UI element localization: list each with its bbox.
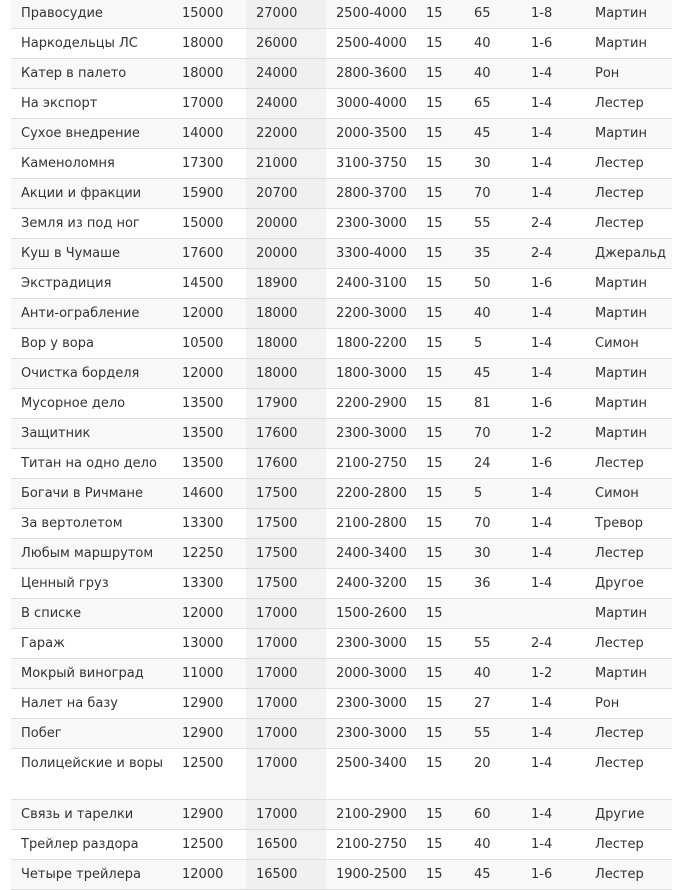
col-5-cell: 15 xyxy=(416,599,464,629)
min-payout-cell: 13300 xyxy=(172,509,246,539)
payout-range-cell: 2500-4000 xyxy=(326,29,416,59)
players-cell: 1-4 xyxy=(521,59,585,89)
min-payout-cell: 18000 xyxy=(172,29,246,59)
mission-name-cell: Ценный груз xyxy=(11,569,172,599)
min-payout-cell: 12900 xyxy=(172,800,246,830)
contact-cell: Лестер xyxy=(585,449,672,479)
max-payout-cell: 16500 xyxy=(246,860,326,890)
col-6-cell: 45 xyxy=(464,119,521,149)
min-payout-cell: 13300 xyxy=(172,569,246,599)
players-cell: 1-4 xyxy=(521,479,585,509)
players-cell: 1-4 xyxy=(521,539,585,569)
contact-cell: Лестер xyxy=(585,149,672,179)
col-5-cell: 15 xyxy=(416,629,464,659)
col-5-cell: 15 xyxy=(416,749,464,800)
col-6-cell: 40 xyxy=(464,59,521,89)
col-5-cell: 15 xyxy=(416,329,464,359)
max-payout-cell: 17500 xyxy=(246,569,326,599)
table-row xyxy=(11,209,672,239)
col-6-cell: 24 xyxy=(464,449,521,479)
payout-range-cell: 2800-3700 xyxy=(326,179,416,209)
max-payout-cell: 17900 xyxy=(246,389,326,419)
col-6-cell: 45 xyxy=(464,860,521,890)
contact-cell: Рон xyxy=(585,689,672,719)
table-row xyxy=(11,89,672,119)
max-payout-cell: 17000 xyxy=(246,689,326,719)
contact-cell: Симон xyxy=(585,329,672,359)
table-row xyxy=(11,239,672,269)
table-body xyxy=(11,0,672,890)
col-6-cell: 5 xyxy=(464,479,521,509)
players-cell: 1-4 xyxy=(521,329,585,359)
players-cell: 1-4 xyxy=(521,719,585,749)
table-row xyxy=(11,59,672,89)
min-payout-cell: 18000 xyxy=(172,59,246,89)
min-payout-cell: 10500 xyxy=(172,329,246,359)
mission-name-cell: Куш в Чумаше xyxy=(11,239,172,269)
contact-cell: Мартин xyxy=(585,389,672,419)
table-row xyxy=(11,269,672,299)
max-payout-cell: 18000 xyxy=(246,359,326,389)
max-payout-cell: 17000 xyxy=(246,749,326,800)
mission-name-cell: Гараж xyxy=(11,629,172,659)
max-payout-cell: 20700 xyxy=(246,179,326,209)
contact-cell: Лестер xyxy=(585,749,672,800)
max-payout-cell: 17000 xyxy=(246,599,326,629)
payout-range-cell: 2400-3400 xyxy=(326,539,416,569)
col-6-cell: 36 xyxy=(464,569,521,599)
table-row xyxy=(11,119,672,149)
max-payout-cell: 17500 xyxy=(246,539,326,569)
payout-range-cell: 3000-4000 xyxy=(326,89,416,119)
col-5-cell: 15 xyxy=(416,659,464,689)
col-5-cell: 15 xyxy=(416,119,464,149)
contact-cell: Лестер xyxy=(585,719,672,749)
payout-range-cell: 2800-3600 xyxy=(326,59,416,89)
players-cell: 1-4 xyxy=(521,299,585,329)
mission-name-cell: Экстрадиция xyxy=(11,269,172,299)
contact-cell: Другое xyxy=(585,569,672,599)
col-6-cell: 50 xyxy=(464,269,521,299)
max-payout-cell: 16500 xyxy=(246,830,326,860)
min-payout-cell: 14000 xyxy=(172,119,246,149)
payout-range-cell: 2400-3100 xyxy=(326,269,416,299)
col-5-cell: 15 xyxy=(416,179,464,209)
col-6-cell: 30 xyxy=(464,149,521,179)
col-5-cell: 15 xyxy=(416,29,464,59)
col-5-cell: 15 xyxy=(416,830,464,860)
mission-name-cell: Сухое внедрение xyxy=(11,119,172,149)
mission-name-cell: Акции и фракции xyxy=(11,179,172,209)
col-5-cell: 15 xyxy=(416,509,464,539)
min-payout-cell: 12500 xyxy=(172,830,246,860)
mission-name-cell: Мокрый виноград xyxy=(11,659,172,689)
table-row xyxy=(11,299,672,329)
payout-range-cell: 2500-3400 xyxy=(326,749,416,800)
col-5-cell: 15 xyxy=(416,479,464,509)
payout-range-cell: 2000-3000 xyxy=(326,659,416,689)
players-cell: 1-4 xyxy=(521,179,585,209)
col-6-cell: 5 xyxy=(464,329,521,359)
payout-range-cell: 2100-2750 xyxy=(326,449,416,479)
payout-range-cell: 2000-3500 xyxy=(326,119,416,149)
mission-name-cell: Четыре трейлера xyxy=(11,860,172,890)
table-row xyxy=(11,860,672,890)
col-5-cell: 15 xyxy=(416,149,464,179)
players-cell: 1-4 xyxy=(521,149,585,179)
mission-name-cell: Каменоломня xyxy=(11,149,172,179)
payout-range-cell: 1500-2600 xyxy=(326,599,416,629)
players-cell: 1-4 xyxy=(521,89,585,119)
min-payout-cell: 12000 xyxy=(172,599,246,629)
contact-cell: Мартин xyxy=(585,269,672,299)
max-payout-cell: 18000 xyxy=(246,329,326,359)
max-payout-cell: 27000 xyxy=(246,0,326,29)
contact-cell: Лестер xyxy=(585,89,672,119)
table-row xyxy=(11,329,672,359)
min-payout-cell: 15000 xyxy=(172,209,246,239)
table-row xyxy=(11,149,672,179)
col-6-cell: 55 xyxy=(464,209,521,239)
payout-range-cell: 1800-2200 xyxy=(326,329,416,359)
table-row xyxy=(11,449,672,479)
mission-name-cell: Вор у вора xyxy=(11,329,172,359)
mission-name-cell: В списке xyxy=(11,599,172,629)
col-6-cell: 27 xyxy=(464,689,521,719)
col-6-cell: 45 xyxy=(464,359,521,389)
col-6-cell: 65 xyxy=(464,0,521,29)
table-row xyxy=(11,539,672,569)
col-6-cell: 60 xyxy=(464,800,521,830)
col-6-cell: 70 xyxy=(464,419,521,449)
payout-range-cell: 2200-2900 xyxy=(326,389,416,419)
payout-range-cell: 2500-4000 xyxy=(326,0,416,29)
col-6-cell: 70 xyxy=(464,179,521,209)
table-row xyxy=(11,29,672,59)
payout-range-cell: 2300-3000 xyxy=(326,629,416,659)
missions-table xyxy=(11,0,672,890)
max-payout-cell: 17500 xyxy=(246,509,326,539)
col-5-cell: 15 xyxy=(416,539,464,569)
contact-cell: Мартин xyxy=(585,419,672,449)
col-5-cell: 15 xyxy=(416,239,464,269)
table-row xyxy=(11,359,672,389)
max-payout-cell: 17600 xyxy=(246,449,326,479)
mission-name-cell: Полицейские и воры xyxy=(11,749,172,800)
contact-cell: Другие xyxy=(585,800,672,830)
col-6-cell: 20 xyxy=(464,749,521,800)
contact-cell: Мартин xyxy=(585,359,672,389)
table-row xyxy=(11,830,672,860)
mission-name-cell: Очистка борделя xyxy=(11,359,172,389)
min-payout-cell: 13500 xyxy=(172,449,246,479)
max-payout-cell: 18000 xyxy=(246,299,326,329)
col-5-cell: 15 xyxy=(416,89,464,119)
table-row xyxy=(11,419,672,449)
table-row xyxy=(11,599,672,629)
contact-cell: Лестер xyxy=(585,629,672,659)
max-payout-cell: 17500 xyxy=(246,479,326,509)
col-6-cell: 81 xyxy=(464,389,521,419)
contact-cell: Лестер xyxy=(585,179,672,209)
mission-name-cell: Любым маршрутом xyxy=(11,539,172,569)
contact-cell: Лестер xyxy=(585,830,672,860)
min-payout-cell: 17000 xyxy=(172,89,246,119)
contact-cell: Тревор xyxy=(585,509,672,539)
payout-range-cell: 2200-2800 xyxy=(326,479,416,509)
mission-name-cell: Мусорное дело xyxy=(11,389,172,419)
max-payout-cell: 20000 xyxy=(246,209,326,239)
max-payout-cell: 17000 xyxy=(246,629,326,659)
col-6-cell: 70 xyxy=(464,509,521,539)
players-cell: 1-4 xyxy=(521,830,585,860)
table-container xyxy=(11,0,672,890)
max-payout-cell: 21000 xyxy=(246,149,326,179)
players-cell: 1-4 xyxy=(521,749,585,800)
max-payout-cell: 17600 xyxy=(246,419,326,449)
payout-range-cell: 1900-2500 xyxy=(326,860,416,890)
contact-cell: Мартин xyxy=(585,119,672,149)
max-payout-cell: 17000 xyxy=(246,659,326,689)
min-payout-cell: 17600 xyxy=(172,239,246,269)
contact-cell: Лестер xyxy=(585,860,672,890)
payout-range-cell: 3100-3750 xyxy=(326,149,416,179)
contact-cell: Лестер xyxy=(585,539,672,569)
payout-range-cell: 2300-3000 xyxy=(326,209,416,239)
players-cell: 1-4 xyxy=(521,569,585,599)
contact-cell: Мартин xyxy=(585,29,672,59)
contact-cell: Джеральд xyxy=(585,239,672,269)
mission-name-cell: Катер в палето xyxy=(11,59,172,89)
min-payout-cell: 12000 xyxy=(172,299,246,329)
max-payout-cell: 24000 xyxy=(246,59,326,89)
col-6-cell: 40 xyxy=(464,659,521,689)
table-row xyxy=(11,509,672,539)
players-cell xyxy=(521,599,585,629)
players-cell: 1-2 xyxy=(521,419,585,449)
min-payout-cell: 12000 xyxy=(172,860,246,890)
mission-name-cell: Наркодельцы ЛС xyxy=(11,29,172,59)
contact-cell: Мартин xyxy=(585,0,672,29)
min-payout-cell: 15900 xyxy=(172,179,246,209)
col-5-cell: 15 xyxy=(416,800,464,830)
max-payout-cell: 22000 xyxy=(246,119,326,149)
payout-range-cell: 2100-2900 xyxy=(326,800,416,830)
mission-name-cell: Титан на одно дело xyxy=(11,449,172,479)
payout-range-cell: 2400-3200 xyxy=(326,569,416,599)
table-row xyxy=(11,800,672,830)
min-payout-cell: 13500 xyxy=(172,389,246,419)
min-payout-cell: 15000 xyxy=(172,0,246,29)
min-payout-cell: 12000 xyxy=(172,359,246,389)
col-6-cell: 65 xyxy=(464,89,521,119)
payout-range-cell: 2200-3000 xyxy=(326,299,416,329)
min-payout-cell: 12250 xyxy=(172,539,246,569)
table-row xyxy=(11,719,672,749)
players-cell: 1-4 xyxy=(521,359,585,389)
col-5-cell: 15 xyxy=(416,299,464,329)
players-cell: 1-2 xyxy=(521,659,585,689)
payout-range-cell: 2100-2750 xyxy=(326,830,416,860)
mission-name-cell: Налет на базу xyxy=(11,689,172,719)
col-6-cell: 40 xyxy=(464,29,521,59)
payout-range-cell: 2300-3000 xyxy=(326,719,416,749)
mission-name-cell: Земля из под ног xyxy=(11,209,172,239)
col-5-cell: 15 xyxy=(416,689,464,719)
contact-cell: Мартин xyxy=(585,299,672,329)
mission-name-cell: Побег xyxy=(11,719,172,749)
table-row xyxy=(11,479,672,509)
payout-range-cell: 3300-4000 xyxy=(326,239,416,269)
max-payout-cell: 17000 xyxy=(246,719,326,749)
mission-name-cell: Связь и тарелки xyxy=(11,800,172,830)
table-row xyxy=(11,629,672,659)
contact-cell: Рон xyxy=(585,59,672,89)
players-cell: 1-4 xyxy=(521,119,585,149)
min-payout-cell: 12500 xyxy=(172,749,246,800)
players-cell: 1-4 xyxy=(521,800,585,830)
min-payout-cell: 14600 xyxy=(172,479,246,509)
col-5-cell: 15 xyxy=(416,419,464,449)
col-5-cell: 15 xyxy=(416,269,464,299)
min-payout-cell: 14500 xyxy=(172,269,246,299)
col-5-cell: 15 xyxy=(416,359,464,389)
min-payout-cell: 12900 xyxy=(172,719,246,749)
players-cell: 1-6 xyxy=(521,29,585,59)
col-5-cell: 15 xyxy=(416,860,464,890)
col-6-cell: 30 xyxy=(464,539,521,569)
players-cell: 1-8 xyxy=(521,0,585,29)
col-5-cell: 15 xyxy=(416,569,464,599)
min-payout-cell: 11000 xyxy=(172,659,246,689)
col-6-cell: 35 xyxy=(464,239,521,269)
max-payout-cell: 17000 xyxy=(246,800,326,830)
payout-range-cell: 2100-2800 xyxy=(326,509,416,539)
payout-range-cell: 2300-3000 xyxy=(326,419,416,449)
players-cell: 1-6 xyxy=(521,449,585,479)
col-5-cell: 15 xyxy=(416,449,464,479)
mission-name-cell: Правосудие xyxy=(11,0,172,29)
mission-name-cell: На экспорт xyxy=(11,89,172,119)
table-row xyxy=(11,179,672,209)
min-payout-cell: 17300 xyxy=(172,149,246,179)
col-6-cell: 40 xyxy=(464,299,521,329)
players-cell: 2-4 xyxy=(521,239,585,269)
contact-cell: Мартин xyxy=(585,659,672,689)
contact-cell: Лестер xyxy=(585,209,672,239)
col-5-cell: 15 xyxy=(416,209,464,239)
mission-name-cell: Трейлер раздора xyxy=(11,830,172,860)
table-row xyxy=(11,659,672,689)
payout-range-cell: 1800-3000 xyxy=(326,359,416,389)
players-cell: 1-6 xyxy=(521,269,585,299)
max-payout-cell: 26000 xyxy=(246,29,326,59)
players-cell: 2-4 xyxy=(521,629,585,659)
col-5-cell: 15 xyxy=(416,389,464,419)
players-cell: 1-6 xyxy=(521,860,585,890)
contact-cell: Симон xyxy=(585,479,672,509)
max-payout-cell: 18900 xyxy=(246,269,326,299)
max-payout-cell: 20000 xyxy=(246,239,326,269)
max-payout-cell: 24000 xyxy=(246,89,326,119)
min-payout-cell: 13000 xyxy=(172,629,246,659)
table-row xyxy=(11,689,672,719)
col-5-cell: 15 xyxy=(416,59,464,89)
table-row xyxy=(11,569,672,599)
col-5-cell: 15 xyxy=(416,0,464,29)
players-cell: 2-4 xyxy=(521,209,585,239)
table-row xyxy=(11,389,672,419)
players-cell: 1-4 xyxy=(521,689,585,719)
mission-name-cell: Богачи в Ричмане xyxy=(11,479,172,509)
col-5-cell: 15 xyxy=(416,719,464,749)
table-row xyxy=(11,0,672,29)
payout-range-cell: 2300-3000 xyxy=(326,689,416,719)
players-cell: 1-4 xyxy=(521,509,585,539)
mission-name-cell: За вертолетом xyxy=(11,509,172,539)
col-6-cell: 40 xyxy=(464,830,521,860)
players-cell: 1-6 xyxy=(521,389,585,419)
mission-name-cell: Защитник xyxy=(11,419,172,449)
mission-name-cell: Анти-ограбление xyxy=(11,299,172,329)
col-6-cell xyxy=(464,599,521,629)
min-payout-cell: 13500 xyxy=(172,419,246,449)
col-6-cell: 55 xyxy=(464,719,521,749)
contact-cell: Мартин xyxy=(585,599,672,629)
col-6-cell: 55 xyxy=(464,629,521,659)
min-payout-cell: 12900 xyxy=(172,689,246,719)
table-row xyxy=(11,749,672,800)
